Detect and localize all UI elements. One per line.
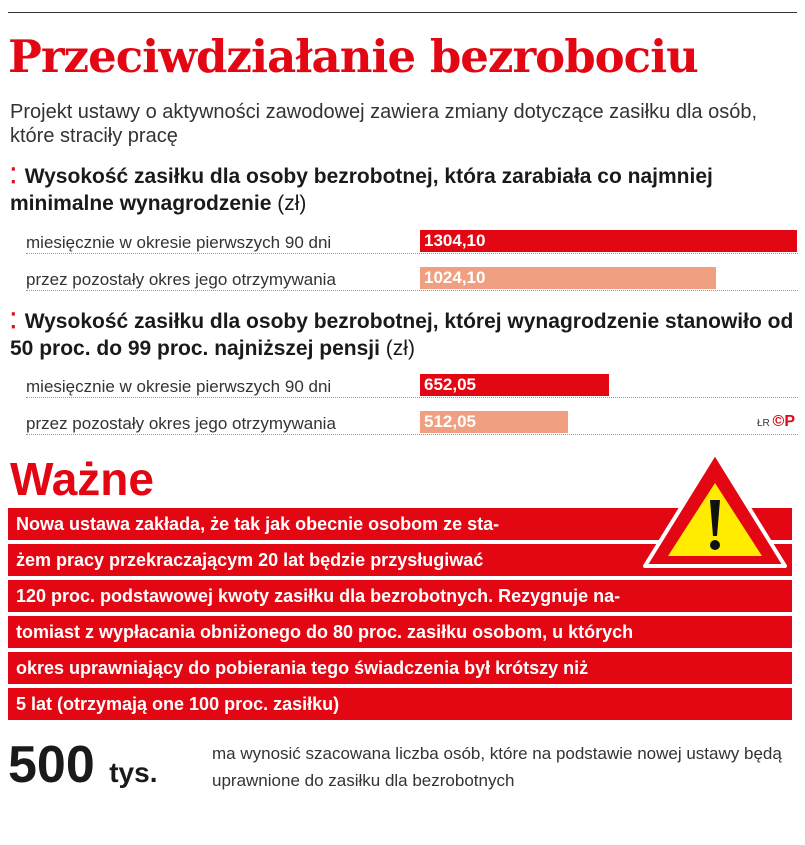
chart-2-row-2: [26, 411, 798, 437]
stat-value: 500: [8, 736, 95, 794]
warning-triangle-icon: [640, 448, 790, 573]
stat-unit: tys.: [109, 757, 158, 788]
important-line: okres uprawniający do pobierania tego świadczenia był krótszy niż: [8, 652, 792, 684]
bullet-icon: ⁚: [10, 165, 17, 188]
bar-label: przez pozostały okres jego otrzymywania: [26, 414, 340, 434]
bar-value: 512,05: [424, 412, 476, 431]
bar-value: 652,05: [424, 375, 476, 394]
chart-1-title: [10, 163, 800, 217]
important-line: żem pracy przekraczającym 20 lat będzie przysługiwać: [8, 544, 792, 576]
bar-label: miesięcznie w okresie pierwszych 90 dni: [26, 377, 335, 397]
important-line: 5 lat (otrzymają one 100 proc. zasiłku): [8, 688, 792, 720]
bar: [420, 411, 568, 433]
subtitle: Projekt ustawy o aktywności zawodowej zawiera zmiany dotyczące zasiłku dla osób, które straciły pracę: [10, 101, 758, 147]
chart-2-title-text: Wysokość zasiłku dla osoby bezrobotnej, której wynagrodzenie stanowiło od 50 proc. do 99 proc. najniższej pensji: [10, 310, 794, 360]
author-initials: ŁR: [756, 418, 770, 429]
bar-label: miesięcznie w okresie pierwszych 90 dni: [26, 233, 335, 253]
stat-description: ma wynosić szacowana liczba osób, które na podstawie nowej ustawy będą uprawnione do zasiłku dla bezrobotnych: [212, 744, 782, 790]
bar-value: 1024,10: [424, 268, 486, 287]
important-line: 120 proc. podstawowej kwoty zasiłku dla bezrobotnych. Rezygnuje na-: [8, 580, 792, 612]
bar: [420, 374, 609, 396]
bar-value: 1304,10: [424, 231, 486, 250]
bar: [420, 267, 716, 289]
bullet-icon: ⁚: [10, 310, 17, 333]
important-heading: Ważne: [10, 453, 154, 505]
bar: [420, 230, 797, 252]
chart-1-title-text: Wysokość zasiłku dla osoby bezrobotnej, która zarabiała co najmniej minimalne wynagrodzenie: [10, 165, 713, 215]
important-line: Nowa ustawa zakłada, że tak jak obecnie osobom ze sta-: [8, 508, 792, 540]
logo: ©P: [772, 413, 795, 430]
page-title: Przeciwdziałanie bezrobociu: [8, 30, 698, 83]
bar-label: przez pozostały okres jego otrzymywania: [26, 270, 340, 290]
chart-2-title: [10, 308, 800, 362]
chart-1-row-2: [26, 267, 798, 293]
top-rule: [8, 12, 797, 13]
chart-1-row-1: [26, 230, 798, 256]
source-credit: [757, 413, 795, 431]
stat-number: [8, 735, 157, 795]
chart-2-unit: (zł): [385, 337, 415, 360]
important-line: tomiast z wypłacania obniżonego do 80 proc. zasiłku osobom, u których: [8, 616, 792, 648]
chart-1-unit: (zł): [277, 192, 307, 215]
chart-2-row-1: [26, 374, 798, 400]
